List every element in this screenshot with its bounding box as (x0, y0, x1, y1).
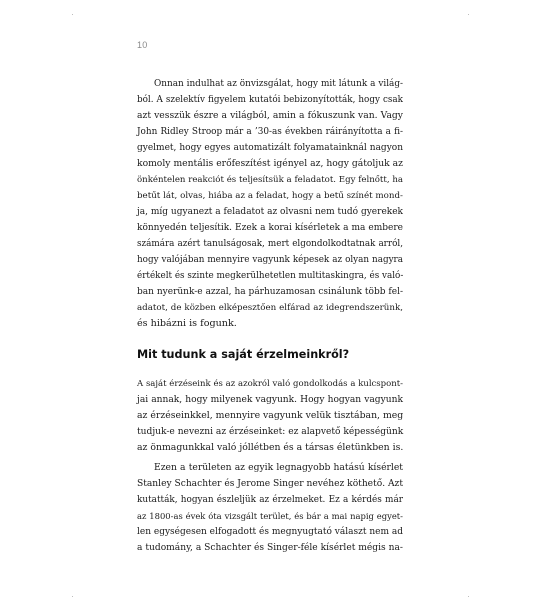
section-heading: Mit tudunk a saját érzelmeinkről? (137, 348, 350, 361)
text-line: és hibázni is fogunk. (137, 318, 237, 329)
text-line: komoly mentális erőfeszítést igényel az, hogy gátoljuk az (137, 158, 403, 169)
text-line: gyelmet, hogy egyes automatizált folyamatainknál nagyon (137, 143, 403, 153)
text-line: Stanley Schachter és Jerome Singer nevéhez köthető. Azt (137, 479, 403, 489)
text-line: számára azért tanulságosak, mert elgondolkodtatnak arról, (137, 239, 403, 249)
paragraph-schachter-singer (137, 460, 403, 556)
text-line: len egységesen elfogadott és megnyugtató választ nem ad (137, 527, 403, 537)
text-line: kutatták, hogyan észleljük az érzelmeket. Ez a kérdés már (137, 495, 403, 505)
text-line: jai annak, hogy milyenek vagyunk. Hogy hogyan vagyunk (137, 395, 403, 405)
crop-mark (72, 596, 73, 597)
text-line: Onnan indulhat az önvizsgálat, hogy mit látunk a világ- (154, 79, 403, 89)
text-line: azt vesszük észre a világból, amin a fókuszunk van. Vagy (137, 110, 403, 121)
text-line: Ezen a területen az egyik legnagyobb hatású kísérlet (154, 462, 403, 473)
text-line: az 1800-as évek óta vizsgált terület, és bár a mai napig egyet- (137, 511, 403, 521)
text-line: ja, míg ugyanezt a feladatot az olvasni nem tudó gyerekek (137, 207, 403, 217)
text-line: A saját érzéseink és az azokról való gondolkodás a kulcspont- (137, 379, 403, 389)
text-line: hogy valójában mennyire vagyunk képesek az olyan nagyra (137, 255, 403, 265)
paragraph-emotions (137, 376, 403, 456)
text-line: az önmagunkkal való jóllétben és a társas életünkben is. (137, 442, 404, 453)
text-line: tudjuk-e nevezni az érzéseinket: ez alapvető képességünk (137, 427, 404, 437)
text-line: John Ridley Stroop már a ’30-as években ráirányította a fi- (137, 127, 403, 137)
text-line: betűt lát, olvas, hiába az a feladat, hogy a betű színét mond- (137, 191, 403, 201)
paragraph-attention (137, 76, 403, 332)
text-line: a tudomány, a Schachter és Singer-féle kísérlet mégis na- (137, 543, 403, 553)
text-line: adatot, de közben elképesztően elfárad az idegrendszerünk, (137, 303, 403, 313)
text-line: könnyedén teljesítik. Ezek a korai kísérletek a ma embere (137, 223, 403, 233)
crop-mark (468, 14, 469, 15)
text-line: értékelt és szinte megkerülhetetlen multitaskingra, és való- (137, 271, 404, 281)
text-line: önkéntelen reakciót és teljesítsük a feladatot. Egy felnőtt, ha (137, 175, 403, 185)
crop-mark (72, 14, 73, 15)
text-line: az érzéseinkkel, mennyire vagyunk velük tisztában, meg (137, 410, 404, 421)
text-line: ban nyerünk-e azzal, ha párhuzamosan csinálunk több fel- (137, 287, 403, 297)
page-number: 10 (137, 40, 148, 50)
text-line: ból. A szelektív figyelem kutatói bebizonyították, hogy csak (137, 95, 403, 105)
crop-mark (468, 596, 469, 597)
